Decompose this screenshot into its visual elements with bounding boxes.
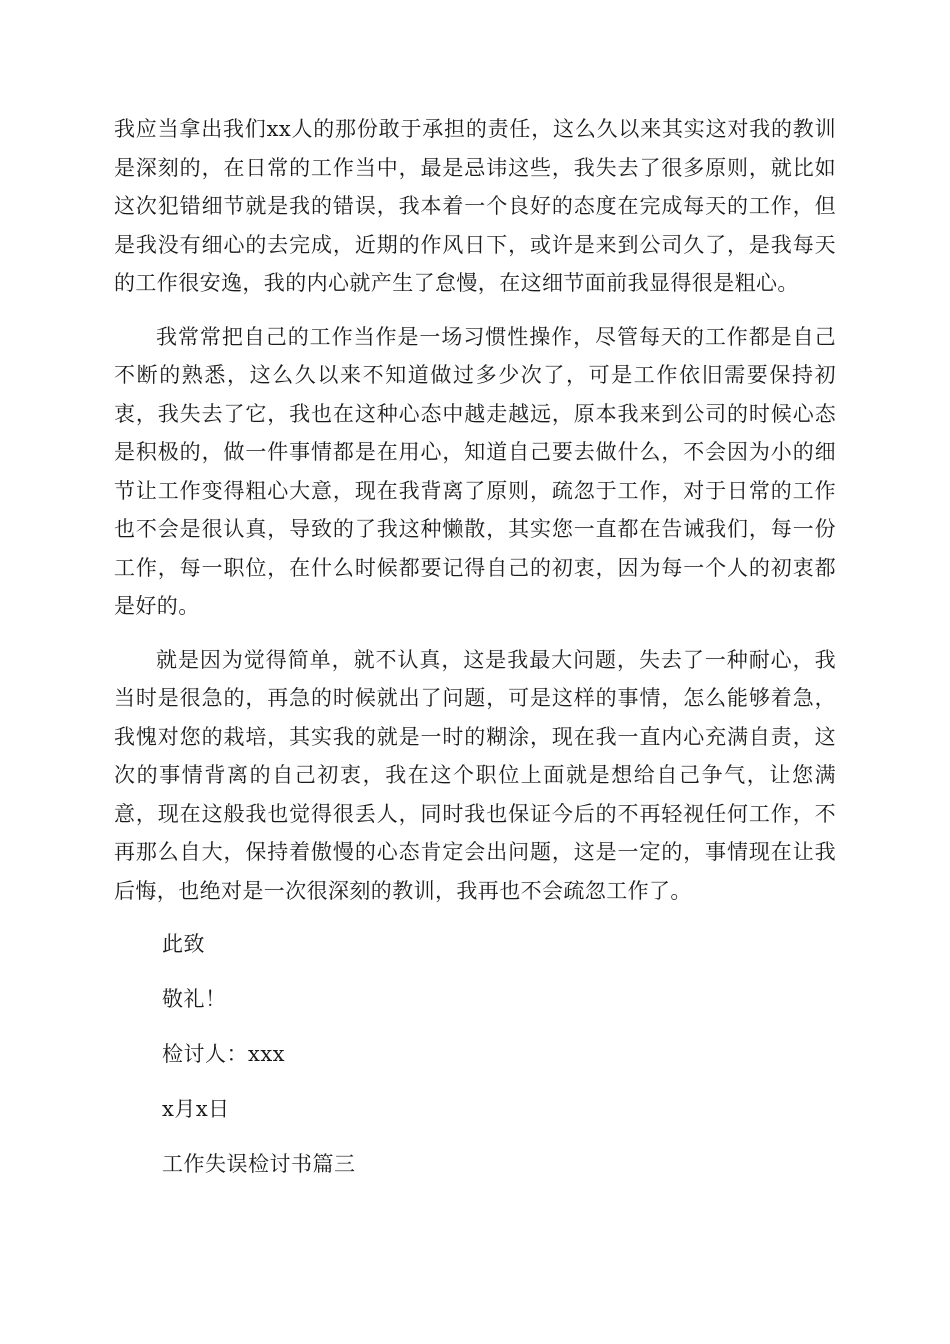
paragraph-3: 就是因为觉得简单，就不认真，这是我最大问题，失去了一种耐心，我当时是很急的，再急的时候就出了问题，可是这样的事情，怎么能够着急，我愧对您的栽培，其实我的就是一时的糊涂，现在我一直内心充满自责，这次的事情背离的自己初衷，我在这个职位上面就是想给自己争气，让您满意，现在这般我也觉得很丢人，同时我也保证今后的不再轻视任何工作，不再那么自大，保持着傲慢的心态肯定会出问题，这是一定的，事情现在让我后悔，也绝对是一次很深刻的教训，我再也不会疏忽工作了。 [114, 647, 836, 903]
signature-line: 检讨人：xxx [162, 1042, 286, 1066]
section-title: 工作失误检讨书篇三 [162, 1152, 356, 1176]
date-line: x月x日 [162, 1097, 230, 1121]
closing-regards: 敬礼！ [162, 987, 227, 1011]
paragraph-1: 我应当拿出我们xx人的那份敢于承担的责任，这么久以来其实这对我的教训是深刻的，在日常的工作当中，最是忌讳这些，我失去了很多原则，就比如这次犯错细节就是我的错误，我本着一个良好的态度在完成每天的工作，但是我没有细心的去完成，近期的作风日下，或许是来到公司久了，是我每天的工作很安逸，我的内心就产生了怠慢，在这细节面前我显得很是粗心。 [114, 117, 836, 295]
closing-salutation: 此致 [162, 932, 205, 956]
paragraph-2: 我常常把自己的工作当作是一场习惯性操作，尽管每天的工作都是自己不断的熟悉，这么久以来不知道做过多少次了，可是工作依旧需要保持初衷，我失去了它，我也在这种心态中越走越远，原本我来到公司的时候心态是积极的，做一件事情都是在用心，知道自己要去做什么，不会因为小的细节让工作变得粗心大意，现在我背离了原则，疏忽于工作，对于日常的工作也不会是很认真，导致的了我这种懒散，其实您一直都在告诫我们，每一份工作，每一职位，在什么时候都要记得自己的初衷，因为每一个人的初衷都是好的。 [114, 324, 836, 618]
document-body [114, 110, 836, 1200]
